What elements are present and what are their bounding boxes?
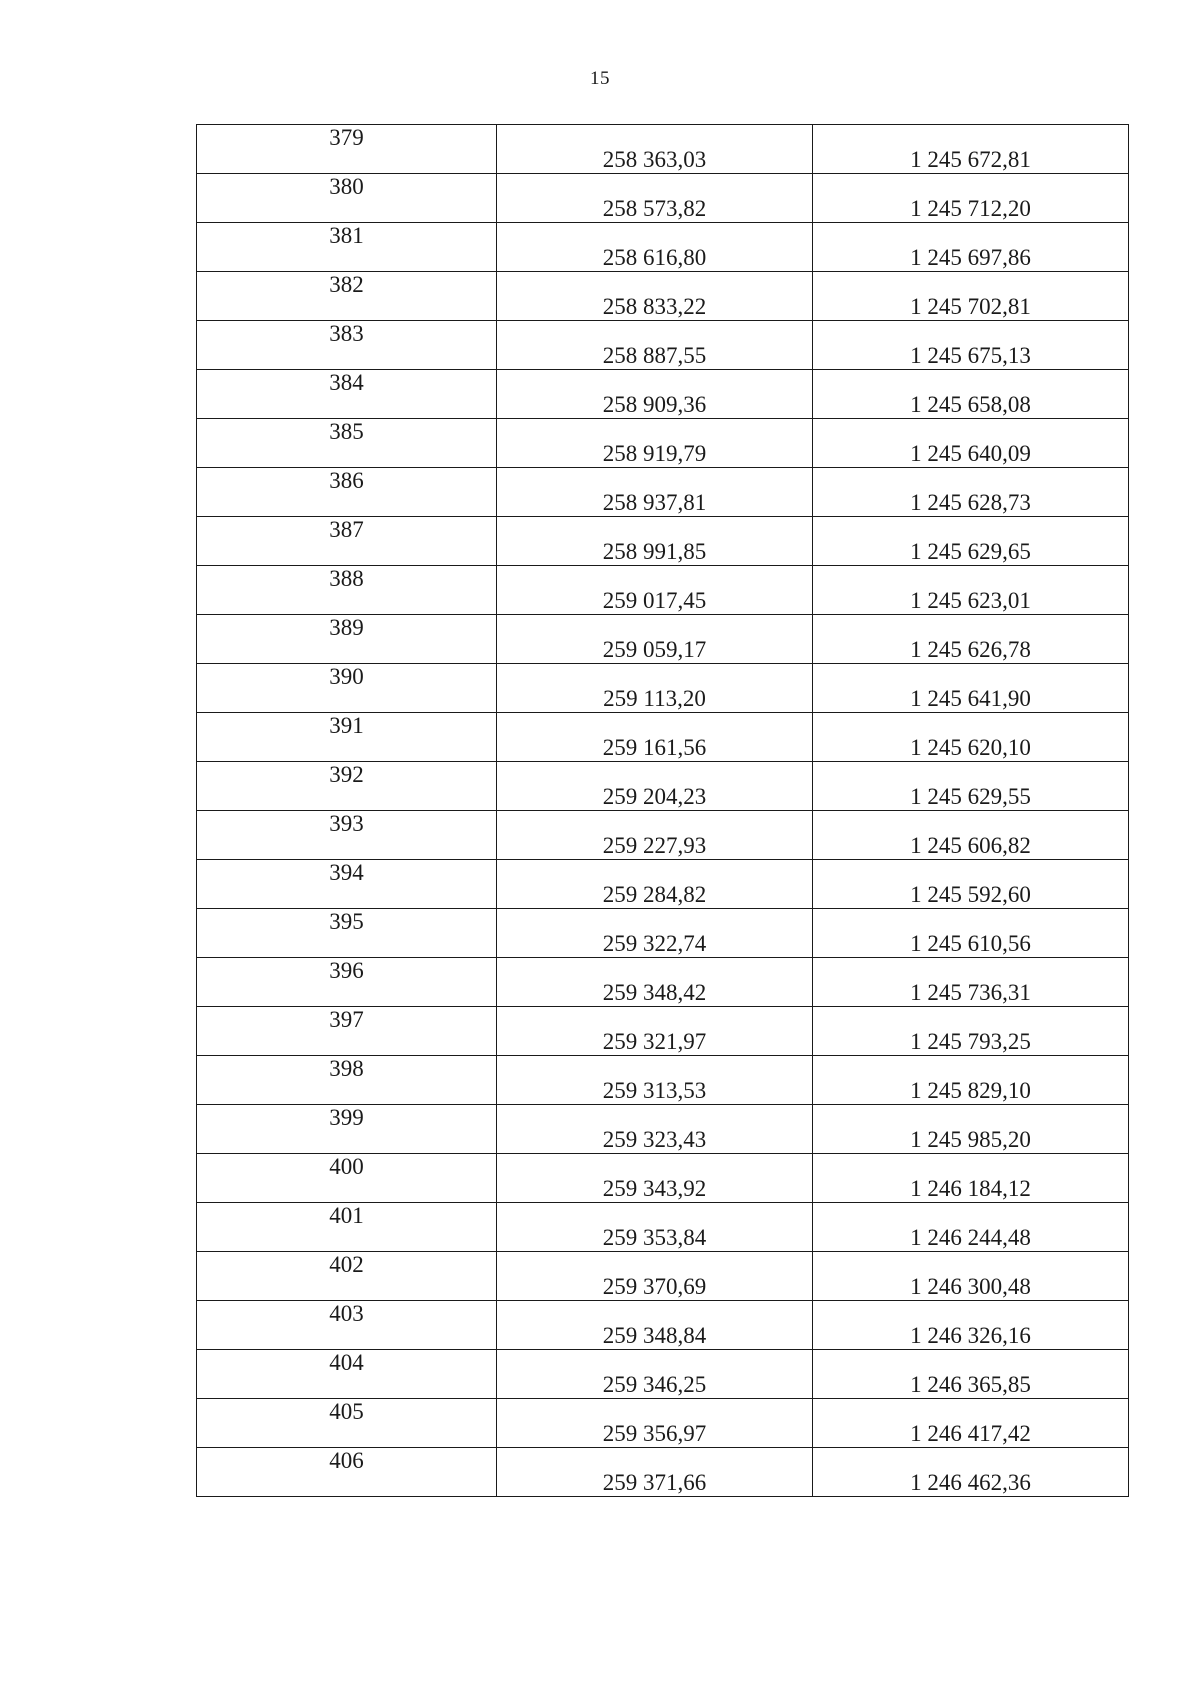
point-number-cell: 396 <box>197 958 497 1007</box>
table-row <box>197 1154 1129 1203</box>
table-row <box>197 566 1129 615</box>
x-coordinate-cell: 259 161,56 <box>497 713 813 762</box>
x-coordinate-cell: 259 059,17 <box>497 615 813 664</box>
x-coordinate-cell: 259 284,82 <box>497 860 813 909</box>
x-coordinate-cell: 259 313,53 <box>497 1056 813 1105</box>
point-number-cell: 392 <box>197 762 497 811</box>
x-coordinate-cell: 259 017,45 <box>497 566 813 615</box>
point-number-cell: 384 <box>197 370 497 419</box>
x-coordinate-cell: 258 937,81 <box>497 468 813 517</box>
table-row <box>197 272 1129 321</box>
table-row <box>197 909 1129 958</box>
y-coordinate-cell: 1 245 736,31 <box>813 958 1129 1007</box>
table-row <box>197 811 1129 860</box>
y-coordinate-cell: 1 245 658,08 <box>813 370 1129 419</box>
table-row <box>197 1056 1129 1105</box>
table-row <box>197 1007 1129 1056</box>
table-row <box>197 958 1129 1007</box>
page-number: 15 <box>590 68 610 89</box>
table-row <box>197 419 1129 468</box>
x-coordinate-cell: 258 833,22 <box>497 272 813 321</box>
point-number-cell: 382 <box>197 272 497 321</box>
x-coordinate-cell: 258 887,55 <box>497 321 813 370</box>
point-number-cell: 401 <box>197 1203 497 1252</box>
point-number-cell: 380 <box>197 174 497 223</box>
point-number-cell: 394 <box>197 860 497 909</box>
table-row <box>197 174 1129 223</box>
y-coordinate-cell: 1 245 606,82 <box>813 811 1129 860</box>
table-row <box>197 1252 1129 1301</box>
y-coordinate-cell: 1 245 629,55 <box>813 762 1129 811</box>
x-coordinate-cell: 259 323,43 <box>497 1105 813 1154</box>
y-coordinate-cell: 1 245 672,81 <box>813 125 1129 174</box>
point-number-cell: 403 <box>197 1301 497 1350</box>
point-number-cell: 400 <box>197 1154 497 1203</box>
y-coordinate-cell: 1 245 629,65 <box>813 517 1129 566</box>
coordinates-table-body <box>197 125 1129 1497</box>
table-row <box>197 1399 1129 1448</box>
point-number-cell: 393 <box>197 811 497 860</box>
x-coordinate-cell: 259 356,97 <box>497 1399 813 1448</box>
y-coordinate-cell: 1 246 326,16 <box>813 1301 1129 1350</box>
y-coordinate-cell: 1 245 640,09 <box>813 419 1129 468</box>
table-row <box>197 370 1129 419</box>
point-number-cell: 402 <box>197 1252 497 1301</box>
point-number-cell: 405 <box>197 1399 497 1448</box>
x-coordinate-cell: 258 616,80 <box>497 223 813 272</box>
point-number-cell: 391 <box>197 713 497 762</box>
y-coordinate-cell: 1 246 244,48 <box>813 1203 1129 1252</box>
y-coordinate-cell: 1 246 184,12 <box>813 1154 1129 1203</box>
point-number-cell: 387 <box>197 517 497 566</box>
point-number-cell: 399 <box>197 1105 497 1154</box>
y-coordinate-cell: 1 245 702,81 <box>813 272 1129 321</box>
x-coordinate-cell: 259 322,74 <box>497 909 813 958</box>
table-row <box>197 664 1129 713</box>
y-coordinate-cell: 1 246 417,42 <box>813 1399 1129 1448</box>
table-row <box>197 1448 1129 1497</box>
y-coordinate-cell: 1 245 829,10 <box>813 1056 1129 1105</box>
table-row <box>197 125 1129 174</box>
x-coordinate-cell: 258 991,85 <box>497 517 813 566</box>
point-number-cell: 385 <box>197 419 497 468</box>
point-number-cell: 383 <box>197 321 497 370</box>
table-row <box>197 321 1129 370</box>
y-coordinate-cell: 1 245 620,10 <box>813 713 1129 762</box>
y-coordinate-cell: 1 245 712,20 <box>813 174 1129 223</box>
table-row <box>197 1105 1129 1154</box>
table-row <box>197 468 1129 517</box>
y-coordinate-cell: 1 245 623,01 <box>813 566 1129 615</box>
point-number-cell: 389 <box>197 615 497 664</box>
x-coordinate-cell: 259 113,20 <box>497 664 813 713</box>
y-coordinate-cell: 1 245 675,13 <box>813 321 1129 370</box>
y-coordinate-cell: 1 245 793,25 <box>813 1007 1129 1056</box>
y-coordinate-cell: 1 246 300,48 <box>813 1252 1129 1301</box>
point-number-cell: 404 <box>197 1350 497 1399</box>
table-row <box>197 762 1129 811</box>
table-row <box>197 713 1129 762</box>
point-number-cell: 390 <box>197 664 497 713</box>
table-row <box>197 1301 1129 1350</box>
table-row <box>197 615 1129 664</box>
x-coordinate-cell: 259 370,69 <box>497 1252 813 1301</box>
x-coordinate-cell: 259 348,84 <box>497 1301 813 1350</box>
point-number-cell: 386 <box>197 468 497 517</box>
point-number-cell: 395 <box>197 909 497 958</box>
x-coordinate-cell: 259 353,84 <box>497 1203 813 1252</box>
coordinates-table <box>196 124 1129 1497</box>
x-coordinate-cell: 259 346,25 <box>497 1350 813 1399</box>
table-row <box>197 860 1129 909</box>
y-coordinate-cell: 1 246 462,36 <box>813 1448 1129 1497</box>
x-coordinate-cell: 259 204,23 <box>497 762 813 811</box>
table-row <box>197 1203 1129 1252</box>
x-coordinate-cell: 258 573,82 <box>497 174 813 223</box>
table-row <box>197 517 1129 566</box>
y-coordinate-cell: 1 246 365,85 <box>813 1350 1129 1399</box>
x-coordinate-cell: 258 919,79 <box>497 419 813 468</box>
y-coordinate-cell: 1 245 697,86 <box>813 223 1129 272</box>
table-row <box>197 223 1129 272</box>
x-coordinate-cell: 259 348,42 <box>497 958 813 1007</box>
y-coordinate-cell: 1 245 985,20 <box>813 1105 1129 1154</box>
table-row <box>197 1350 1129 1399</box>
y-coordinate-cell: 1 245 641,90 <box>813 664 1129 713</box>
y-coordinate-cell: 1 245 626,78 <box>813 615 1129 664</box>
x-coordinate-cell: 258 363,03 <box>497 125 813 174</box>
y-coordinate-cell: 1 245 610,56 <box>813 909 1129 958</box>
point-number-cell: 379 <box>197 125 497 174</box>
point-number-cell: 381 <box>197 223 497 272</box>
x-coordinate-cell: 259 321,97 <box>497 1007 813 1056</box>
x-coordinate-cell: 259 371,66 <box>497 1448 813 1497</box>
point-number-cell: 397 <box>197 1007 497 1056</box>
y-coordinate-cell: 1 245 628,73 <box>813 468 1129 517</box>
x-coordinate-cell: 259 343,92 <box>497 1154 813 1203</box>
point-number-cell: 406 <box>197 1448 497 1497</box>
x-coordinate-cell: 258 909,36 <box>497 370 813 419</box>
y-coordinate-cell: 1 245 592,60 <box>813 860 1129 909</box>
point-number-cell: 388 <box>197 566 497 615</box>
x-coordinate-cell: 259 227,93 <box>497 811 813 860</box>
point-number-cell: 398 <box>197 1056 497 1105</box>
